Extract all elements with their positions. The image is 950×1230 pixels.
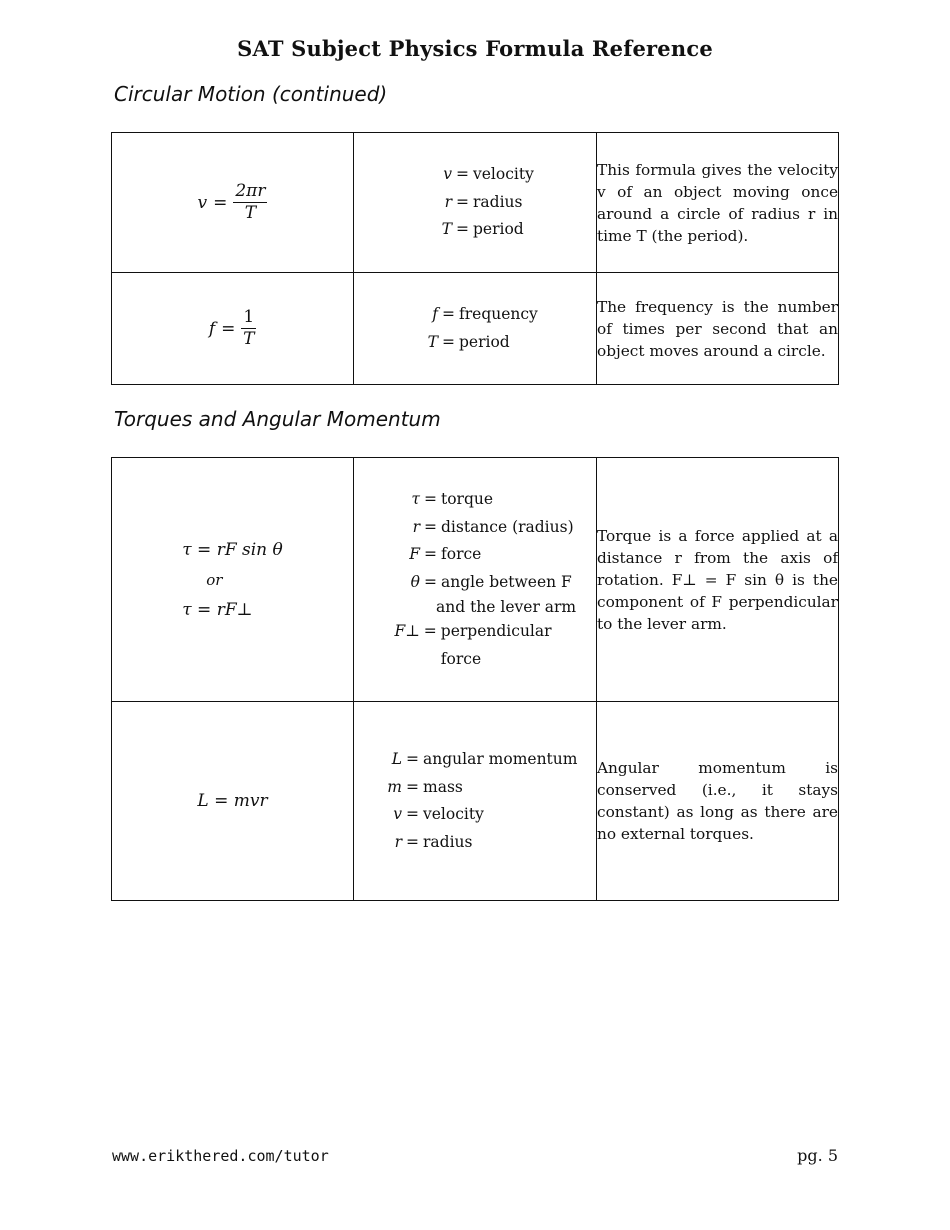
variable-definition: velocity [423, 805, 484, 823]
variable-symbol: v [443, 165, 452, 184]
fraction-numerator: 2πr [235, 181, 266, 202]
description-cell: This formula gives the velocity v of an object moving once around a circle of radius r in time T (the period). [597, 133, 839, 273]
section-heading-torques: Torques and Angular Momentum [114, 407, 441, 431]
variable-definition: radius [423, 832, 473, 851]
table-row [112, 273, 839, 385]
formula-or: or [206, 570, 223, 589]
variable-line: L = angular momentum [380, 746, 596, 774]
formula-cell [112, 458, 354, 702]
fraction-denominator: T [244, 203, 257, 223]
formula-line: τ = rF sin θ [182, 539, 283, 560]
variable-symbol: r [394, 832, 402, 851]
variable-definition: period [459, 332, 510, 351]
variable-definition: frequency [459, 305, 538, 323]
formula-cell [112, 133, 354, 273]
variable-definition-continued: and the lever arm [436, 598, 577, 616]
variables-cell [354, 133, 597, 273]
fraction [233, 182, 267, 222]
variable-definition: angular momentum [423, 750, 578, 768]
description-cell: Angular momentum is conserved (i.e., it stays constant) as long as there are no external torques. [597, 702, 839, 901]
variable-definition: perpendicular force [440, 622, 552, 668]
variable-definition: torque [441, 490, 494, 508]
variable-definition: force [441, 545, 482, 563]
variable-definition: radius [473, 192, 523, 211]
torques-table [111, 457, 839, 901]
variable-line: F = force [380, 541, 596, 569]
table-row [112, 133, 839, 273]
variables-cell [354, 273, 597, 385]
variable-line: v = velocity [428, 161, 596, 189]
circular-motion-table [111, 132, 839, 385]
variable-line: T = period [428, 216, 596, 244]
variables-cell [354, 458, 597, 702]
variable-symbol: m [387, 777, 402, 796]
variable-line: F⊥ = perpendicular force [380, 618, 596, 673]
footer-url: www.erikthered.com/tutor [112, 1147, 329, 1165]
variable-line: r = radius [428, 189, 596, 217]
fraction [241, 308, 256, 348]
variable-symbol: T [441, 220, 452, 239]
variable-line: r = radius [380, 829, 596, 857]
page-number: pg. 5 [797, 1146, 838, 1165]
variable-symbol: f [432, 305, 438, 323]
formula-frequency [209, 308, 256, 348]
formula-cell [112, 702, 354, 901]
variable-symbol: F⊥ [394, 622, 420, 640]
variable-line: r = distance (radius) [380, 514, 596, 542]
table-row [112, 702, 839, 901]
variable-symbol: F [409, 545, 420, 563]
description-cell: The frequency is the number of times per second that an object moves around a circle. [597, 273, 839, 385]
formula-torque [182, 535, 283, 625]
fraction-numerator: 1 [243, 307, 255, 328]
variable-symbol: τ [411, 490, 420, 508]
formula-lhs: v [197, 192, 208, 213]
variable-line: f = frequency [418, 301, 596, 329]
section-heading-circular-motion: Circular Motion (continued) [114, 82, 388, 106]
page-title: SAT Subject Physics Formula Reference [237, 36, 713, 61]
table-row [112, 458, 839, 702]
variable-line-continued [380, 596, 596, 618]
description-cell: Torque is a force applied at a distance r from the axis of rotation. F⊥ = F sin θ is the component of F perpendicular to the lever arm. [597, 458, 839, 702]
variable-symbol: θ [410, 572, 420, 591]
variable-symbol: T [427, 332, 438, 351]
formula-velocity [198, 182, 268, 222]
formula-line: τ = rF⊥ [182, 599, 253, 620]
variable-line: θ = angle between F [380, 569, 596, 597]
fraction-denominator: T [243, 329, 255, 349]
variable-line: m = mass [380, 774, 596, 802]
variable-line: T = period [418, 329, 596, 357]
formula-lhs: f [208, 318, 216, 339]
variable-line: τ = torque [380, 486, 596, 514]
variable-definition: period [473, 220, 524, 239]
variable-symbol: L [391, 750, 402, 768]
variable-symbol: v [393, 805, 402, 823]
variable-definition: mass [423, 777, 463, 796]
variables-cell [354, 702, 597, 901]
variable-definition: velocity [473, 165, 534, 184]
formula-angular-momentum: L = mvr [197, 791, 268, 811]
formula-equals: = [213, 192, 228, 213]
variable-line: v = velocity [380, 801, 596, 829]
variable-symbol: r [412, 517, 420, 536]
variable-definition: distance (radius) [441, 517, 574, 536]
variable-symbol: r [444, 192, 452, 211]
formula-equals: = [221, 318, 236, 339]
formula-cell [112, 273, 354, 385]
variable-definition: angle between F [441, 572, 572, 591]
